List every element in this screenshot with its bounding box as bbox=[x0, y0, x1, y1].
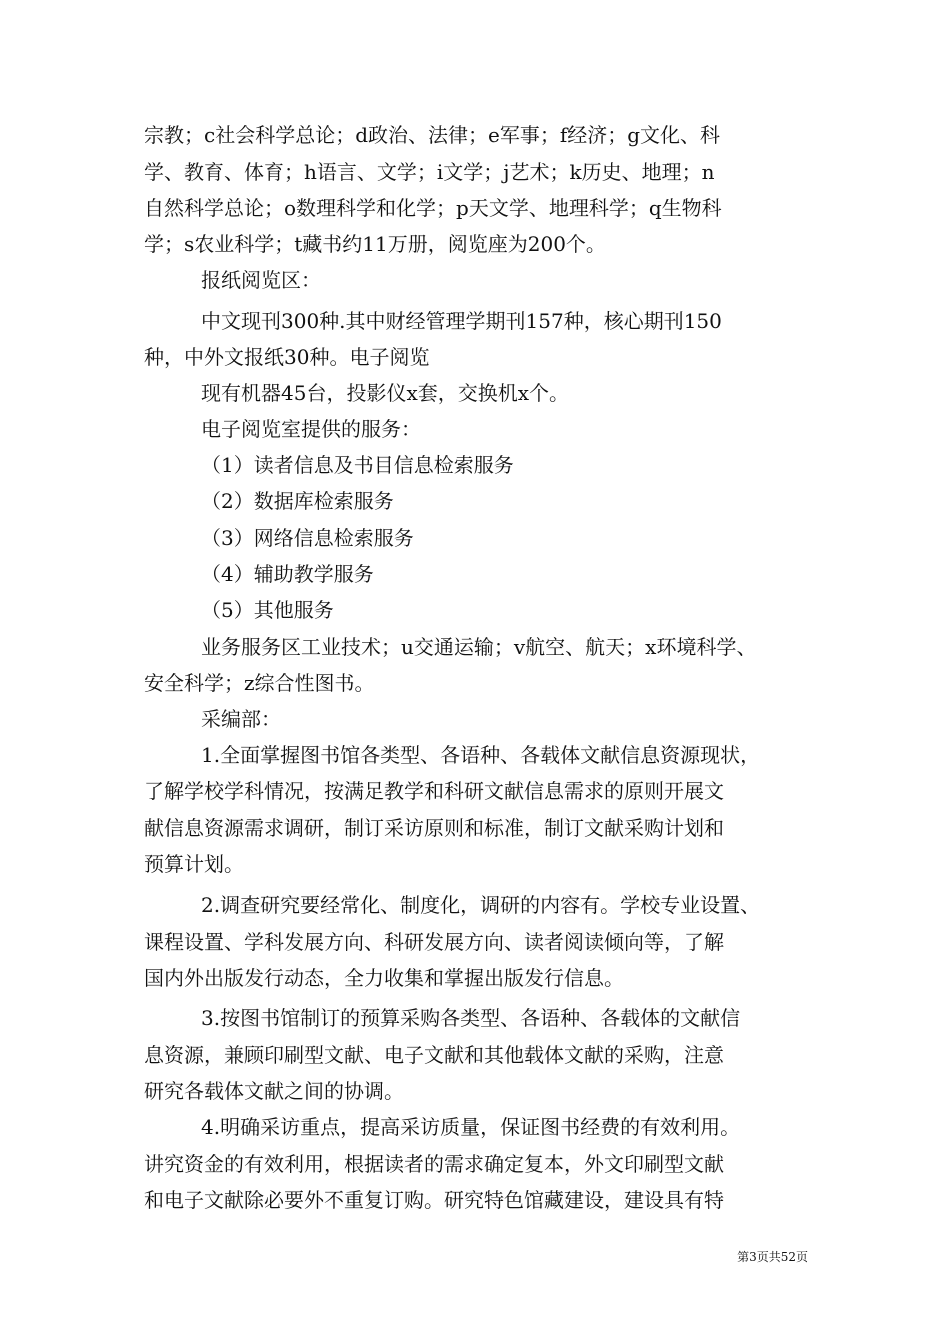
section-heading: 采编部： bbox=[201, 707, 281, 731]
list-item: （5）其他服务 bbox=[201, 598, 334, 622]
page-number: 第3页共52页 bbox=[737, 1250, 808, 1264]
text-line: 了解学校学科情况，按满足教学和科研文献信息需求的原则开展文 bbox=[144, 779, 724, 803]
text-line: 业务服务区工业技术；u交通运输；v航空、航天；x环境科学、 bbox=[201, 635, 757, 659]
text-line: 和电子文献除必要外不重复订购。研究特色馆藏建设，建设具有特 bbox=[144, 1188, 724, 1212]
text-line: 自然科学总论；o数理科学和化学；p天文学、地理科学；q生物科 bbox=[144, 196, 722, 220]
list-item: （2）数据库检索服务 bbox=[201, 489, 394, 513]
text-line: 国内外出版发行动态，全力收集和掌握出版发行信息。 bbox=[144, 966, 624, 990]
text-line: 讲究资金的有效利用，根据读者的需求确定复本，外文印刷型文献 bbox=[144, 1152, 724, 1176]
text-line: 宗教；c社会科学总论；d政治、法律；e军事；f经济；g文化、科 bbox=[144, 123, 721, 147]
text-line: 息资源，兼顾印刷型文献、电子文献和其他载体文献的采购，注意 bbox=[144, 1043, 724, 1067]
list-item: （3）网络信息检索服务 bbox=[201, 526, 414, 550]
text-line: 1.全面掌握图书馆各类型、各语种、各载体文献信息资源现状， bbox=[201, 743, 761, 767]
text-line: 3.按图书馆制订的预算采购各类型、各语种、各载体的文献信 bbox=[201, 1006, 741, 1030]
text-line: 2.调查研究要经常化、制度化，调研的内容有。学校专业设置、 bbox=[201, 893, 761, 917]
text-line: 安全科学；z综合性图书。 bbox=[144, 671, 375, 695]
section-heading: 电子阅览室提供的服务： bbox=[201, 417, 421, 441]
text-line: 现有机器45台，投影仪x套，交换机x个。 bbox=[201, 381, 570, 405]
text-line: 预算计划。 bbox=[144, 852, 244, 876]
text-line: 种，中外文报纸30种。电子阅览 bbox=[144, 345, 430, 369]
list-item: （1）读者信息及书目信息检索服务 bbox=[201, 453, 514, 477]
text-line: 学；s农业科学；t藏书约11万册，阅览座为200个。 bbox=[144, 232, 606, 256]
text-line: 学、教育、体育；h语言、文学；i文学；j艺术；k历史、地理；n bbox=[144, 160, 715, 184]
section-heading: 报纸阅览区： bbox=[201, 268, 321, 292]
text-line: 课程设置、学科发展方向、科研发展方向、读者阅读倾向等，了解 bbox=[144, 930, 724, 954]
text-line: 献信息资源需求调研，制订采访原则和标准，制订文献采购计划和 bbox=[144, 816, 724, 840]
text-line: 中文现刊300种.其中财经管理学期刊157种，核心期刊150 bbox=[201, 309, 722, 333]
text-line: 研究各载体文献之间的协调。 bbox=[144, 1079, 404, 1103]
text-line: 4.明确采访重点，提高采访质量，保证图书经费的有效利用。 bbox=[201, 1115, 741, 1139]
list-item: （4）辅助教学服务 bbox=[201, 562, 374, 586]
